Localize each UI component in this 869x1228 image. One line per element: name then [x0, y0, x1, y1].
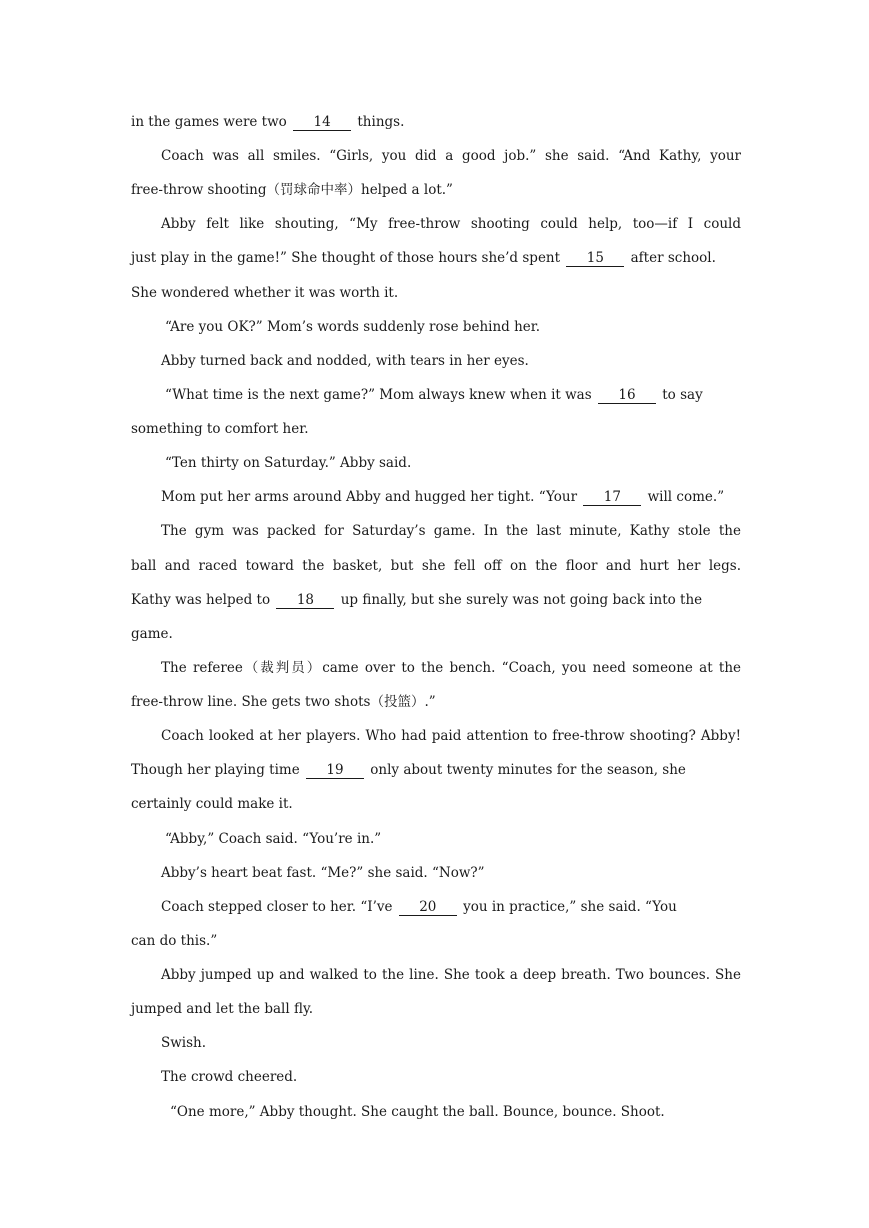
text-line: Swish.	[161, 1035, 207, 1051]
text-line: “One more,” Abby thought. She caught the ball. Bounce, bounce. Shoot.	[170, 1104, 665, 1120]
text-line: “What time is the next game?” Mom always knew when it was 16 to say	[165, 387, 703, 403]
text-line: can do this.”	[131, 933, 218, 949]
blank-17: 17	[583, 489, 641, 506]
text-line: Coach looked at her players. Who had paid attention to free-throw shooting? Abby!	[161, 728, 741, 744]
text-line: certainly could make it.	[131, 796, 293, 812]
text-line: The crowd cheered.	[161, 1069, 298, 1085]
blank-15: 15	[566, 250, 624, 267]
blank-19: 19	[306, 762, 364, 779]
text-line: Though her playing time 19 only about twenty minutes for the season, she	[131, 762, 686, 778]
text-line: Coach stepped closer to her. “I’ve 20 you in practice,” she said. “You	[161, 899, 677, 915]
text-line: She wondered whether it was worth it.	[131, 285, 399, 301]
text-line: jumped and let the ball fly.	[131, 1001, 314, 1017]
text-line: Coach was all smiles. “Girls, you did a good job.” she said. “And Kathy, your	[161, 148, 741, 164]
text-line: “Ten thirty on Saturday.” Abby said.	[165, 455, 412, 471]
text-line: ball and raced toward the basket, but she fell off on the floor and hurt her legs.	[131, 558, 741, 574]
text-line: “Are you OK?” Mom’s words suddenly rose behind her.	[165, 319, 541, 335]
text-line: something to comfort her.	[131, 421, 309, 437]
text-line: Mom put her arms around Abby and hugged her tight. “Your 17 will come.”	[161, 489, 725, 505]
text-line: Kathy was helped to 18 up finally, but she surely was not going back into the	[131, 592, 703, 608]
text-line: The gym was packed for Saturday’s game. In the last minute, Kathy stole the	[161, 523, 741, 539]
text-line: Abby jumped up and walked to the line. She took a deep breath. Two bounces. She	[161, 967, 741, 983]
text-line: free-throw line. She gets two shots（投篮）.”	[131, 694, 436, 710]
text-line: Abby turned back and nodded, with tears in her eyes.	[161, 353, 529, 369]
text-line: Abby’s heart beat fast. “Me?” she said. “Now?”	[161, 865, 485, 881]
text-line: free-throw shooting（罚球命中率）helped a lot.”	[131, 182, 453, 198]
blank-16: 16	[598, 387, 656, 404]
text-line: in the games were two 14 things.	[131, 114, 405, 130]
text-line: “Abby,” Coach said. “You’re in.”	[165, 831, 382, 847]
text-line: just play in the game!” She thought of those hours she’d spent 15 after school.	[131, 250, 716, 266]
text-line: Abby felt like shouting, “My free-throw shooting could help, too—if I could	[161, 216, 741, 232]
blank-18: 18	[276, 592, 334, 609]
text-line: The referee（裁判员）came over to the bench. “Coach, you need someone at the	[161, 660, 741, 676]
blank-20: 20	[399, 899, 457, 916]
text-line: game.	[131, 626, 173, 642]
blank-14: 14	[293, 114, 351, 131]
